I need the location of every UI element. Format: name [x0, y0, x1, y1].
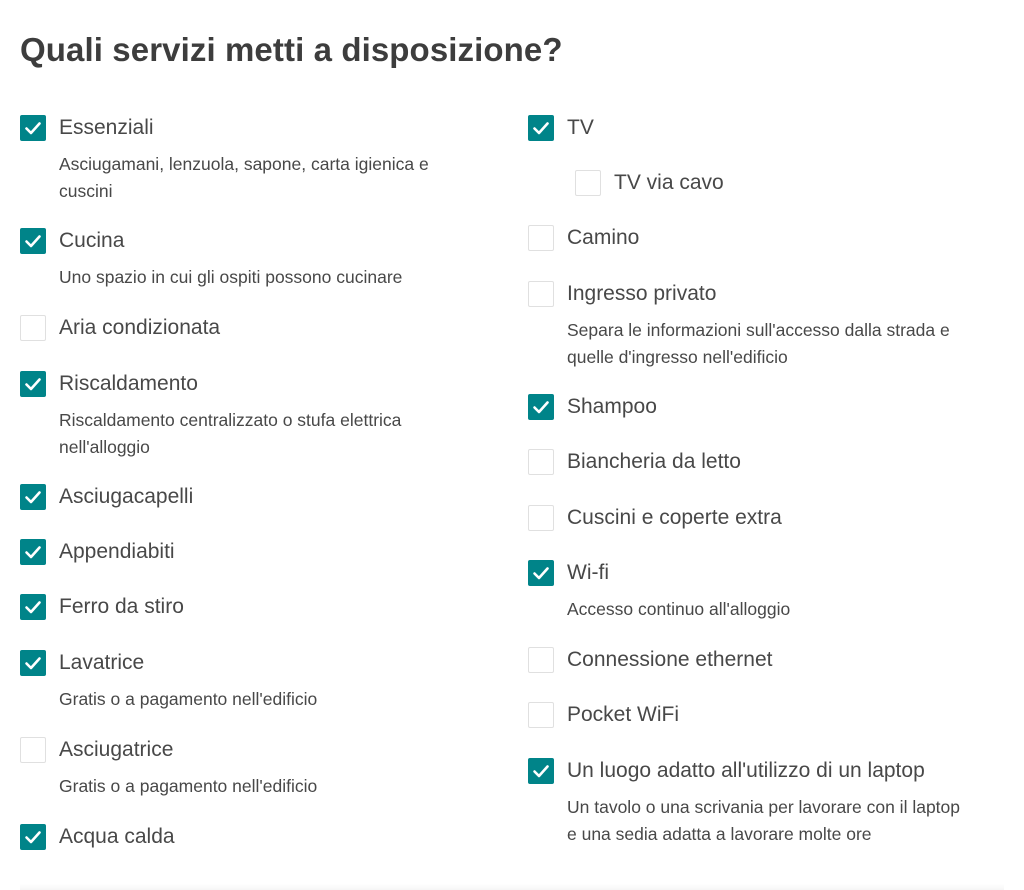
amenity-label[interactable]: Acqua calda — [59, 825, 175, 848]
checkbox-essenziali[interactable] — [20, 115, 46, 141]
amenity-label[interactable]: Asciugacapelli — [59, 485, 194, 508]
amenity-description: Gratis o a pagamento nell'edificio — [59, 689, 318, 709]
amenity-label[interactable]: Appendiabiti — [59, 540, 175, 563]
checkbox-cucina[interactable] — [20, 228, 46, 254]
page-title: Quali servizi metti a disposizione? — [20, 31, 563, 69]
checkbox-cuscini-e-coperte-extra[interactable] — [528, 505, 554, 531]
amenity-label[interactable]: Un luogo adatto all'utilizzo di un laptop — [567, 759, 925, 782]
amenity-label[interactable]: Riscaldamento — [59, 372, 198, 395]
checkbox-asciugacapelli[interactable] — [20, 484, 46, 510]
checkbox-asciugatrice[interactable] — [20, 737, 46, 763]
checkbox-biancheria-da-letto[interactable] — [528, 449, 554, 475]
amenity-label[interactable]: Asciugatrice — [59, 738, 174, 761]
amenity-label[interactable]: Ferro da stiro — [59, 595, 184, 618]
checkbox-pocket-wifi[interactable] — [528, 702, 554, 728]
checkbox-ferro-da-stiro[interactable] — [20, 594, 46, 620]
checkmark-icon — [20, 484, 46, 510]
amenity-description: Uno spazio in cui gli ospiti possono cucinare — [59, 267, 403, 287]
checkmark-icon — [20, 650, 46, 676]
checkmark-icon — [528, 394, 554, 420]
amenity-description: Riscaldamento centralizzato o stufa elettrica nell'alloggio — [59, 410, 402, 457]
checkmark-icon — [20, 824, 46, 850]
checkbox-wi-fi[interactable] — [528, 560, 554, 586]
amenity-description: Un tavolo o una scrivania per lavorare con il laptop e una sedia adatta a lavorare molte ore — [567, 797, 960, 844]
amenity-label[interactable]: TV via cavo — [614, 171, 724, 194]
checkmark-icon — [528, 115, 554, 141]
checkbox-aria-condizionata[interactable] — [20, 315, 46, 341]
checkmark-icon — [20, 594, 46, 620]
amenity-label[interactable]: Camino — [567, 226, 640, 249]
checkbox-appendiabiti[interactable] — [20, 539, 46, 565]
amenity-description: Separa le informazioni sull'accesso dalla strada e quelle d'ingresso nell'edificio — [567, 320, 950, 367]
checkbox-lavatrice[interactable] — [20, 650, 46, 676]
checkmark-icon — [20, 115, 46, 141]
amenity-label[interactable]: Connessione ethernet — [567, 648, 773, 671]
amenity-description: Gratis o a pagamento nell'edificio — [59, 776, 318, 796]
checkbox-tv-via-cavo[interactable] — [575, 170, 601, 196]
amenity-description: Accesso continuo all'alloggio — [567, 599, 791, 619]
amenity-label[interactable]: Ingresso privato — [567, 282, 717, 305]
checkbox-un-luogo-adatto-all-utilizzo-di-un-laptop[interactable] — [528, 758, 554, 784]
amenity-label[interactable]: Pocket WiFi — [567, 703, 680, 726]
checkbox-shampoo[interactable] — [528, 394, 554, 420]
amenity-label[interactable]: Aria condizionata — [59, 316, 221, 339]
checkmark-icon — [20, 539, 46, 565]
checkbox-riscaldamento[interactable] — [20, 371, 46, 397]
amenity-label[interactable]: Wi-fi — [567, 561, 609, 584]
amenity-label[interactable]: Essenziali — [59, 116, 154, 139]
amenity-label[interactable]: Cuscini e coperte extra — [567, 506, 782, 529]
amenity-label[interactable]: Lavatrice — [59, 651, 145, 674]
checkbox-connessione-ethernet[interactable] — [528, 647, 554, 673]
bottom-divider — [20, 884, 1004, 890]
checkbox-acqua-calda[interactable] — [20, 824, 46, 850]
checkbox-camino[interactable] — [528, 225, 554, 251]
checkmark-icon — [528, 758, 554, 784]
amenity-label[interactable]: Cucina — [59, 229, 125, 252]
amenity-description: Asciugamani, lenzuola, sapone, carta igienica e cuscini — [59, 154, 429, 201]
checkmark-icon — [20, 371, 46, 397]
checkmark-icon — [20, 228, 46, 254]
amenity-label[interactable]: TV — [567, 116, 594, 139]
amenity-label[interactable]: Shampoo — [567, 395, 657, 418]
checkbox-tv[interactable] — [528, 115, 554, 141]
amenity-label[interactable]: Biancheria da letto — [567, 450, 741, 473]
checkbox-ingresso-privato[interactable] — [528, 281, 554, 307]
checkmark-icon — [528, 560, 554, 586]
